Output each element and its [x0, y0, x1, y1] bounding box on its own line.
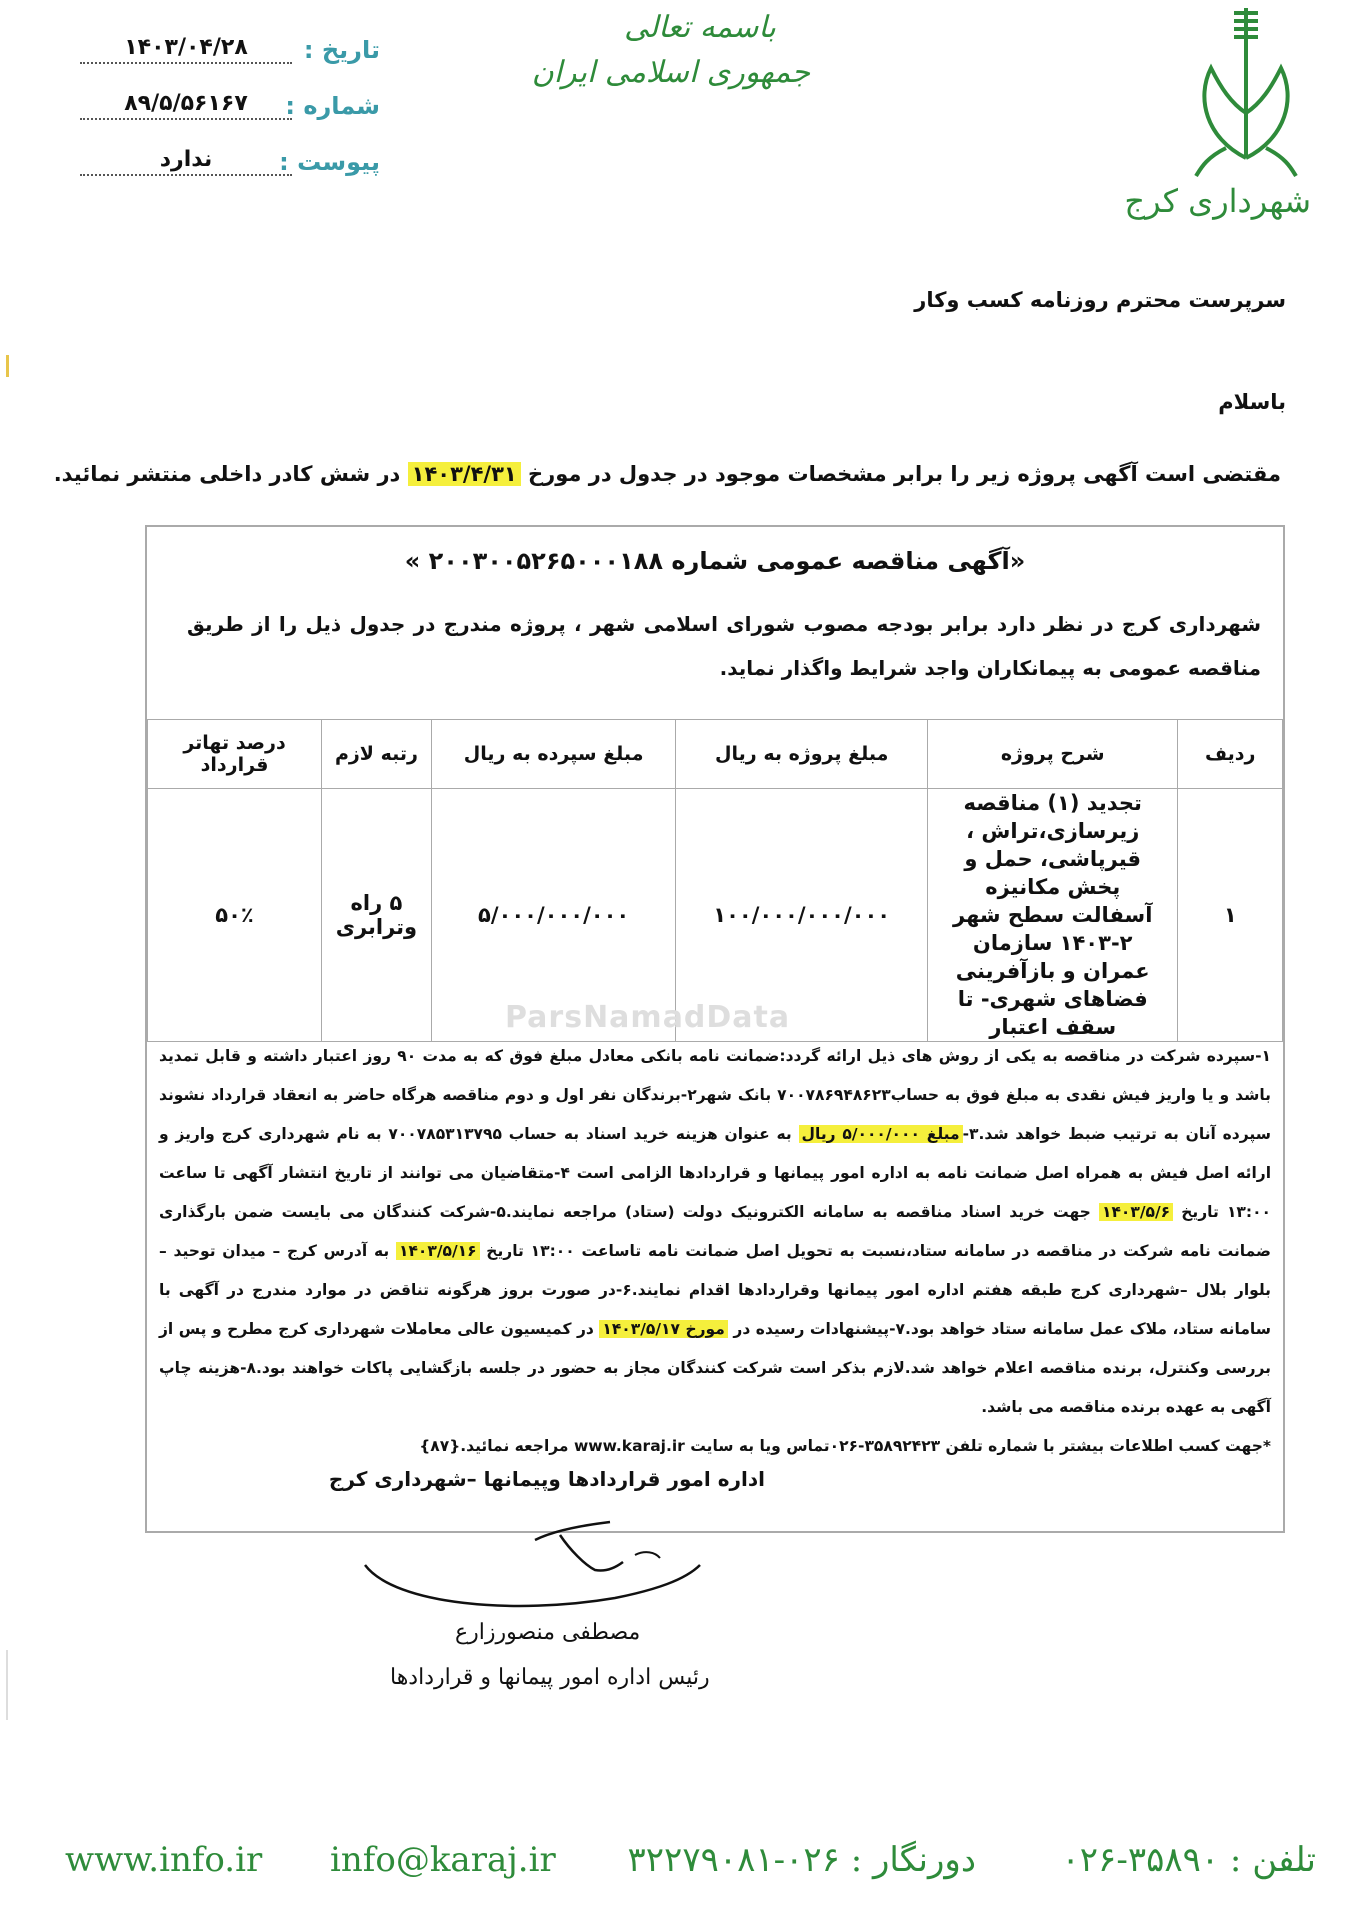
margin-mark [6, 1650, 8, 1720]
date-row [80, 8, 380, 64]
table-header-row [148, 720, 1283, 789]
number-row [80, 64, 380, 120]
handwritten-signature [355, 1510, 715, 1624]
margin-mark [6, 355, 9, 377]
cell-offset-percent: ۵۰٪ [148, 789, 322, 1042]
issuing-department: اداره امور قراردادها وپیمانها –شهرداری کرج [328, 1467, 765, 1491]
cell-description: تجدید (۱) مناقصه زیرسازی،تراش ، قیرپاشی، حمل و پخش مکانیزه آسفالت سطح شهر ۲-۱۴۰۳ سازمان عمران و بازآفرینی فضاهای شهری- تا سقف اعتبار [927, 789, 1178, 1042]
letter-body-start: مقتضی است آگهی پروژه زیر را برابر مشخصات موجود در جدول در مورخ [528, 462, 1281, 486]
project-table [147, 719, 1283, 1042]
publish-date-highlight: ۱۴۰۳/۴/۳۱ [408, 462, 521, 486]
letter-body [54, 462, 1281, 486]
bismillah-text: باسمه تعالی [624, 10, 776, 45]
signatory-title: رئیس اداره امور پیمانها و قراردادها [390, 1665, 710, 1690]
terms-part: به عنوان هزینه خرید اسناد به حساب ۷۰۰۷۸۵۳۱۳۷۹۵ به نام شهرداری کرج واریز و ارائه اصل فیش به همراه اصل ضمانت نامه به اداره امور پیمانها و قراردادها الزامی است ۴-متقاضیان می توانند از تاریخ انتشار آگهی تا ساعت ۱۳:۰۰ تاریخ [159, 1125, 1272, 1221]
attachment-label: پیوست : [279, 148, 380, 176]
number-label: شماره : [285, 92, 380, 120]
terms-part: به آدرس کرج – میدان توحید –بلوار بلال –شهرداری کرج طبقه هفتم اداره امور پیمانها وقراردادها اقدام نمایند.۶-در صورت بروز هرگونه تناقض در موارد مندرج در آگهی با سامانه ستاد، ملاک عمل سامانه ستاد خواهد بود.۷-پیشنهادات رسیده در [159, 1242, 1272, 1338]
notice-title: «آگهی مناقصه عمومی شماره ۲۰۰۳۰۰۵۲۶۵۰۰۰۱۸۸ » [404, 547, 1026, 575]
date-value: ۱۴۰۳/۰۴/۲۸ [80, 35, 292, 64]
terms-part: در کمیسیون عالی معاملات شهرداری کرج مطرح و پس از بررسی وکنترل، برنده مناقصه اعلام خواهد شد.لازم بذکر است شرکت کنندگان مجاز به حضور در جلسه بازگشایی پاکات خواهند بود.۸-هزینه چاپ آگهی به عهده برنده مناقصه می باشد. [159, 1320, 1271, 1416]
date-label: تاریخ : [303, 36, 380, 64]
letter-body-end: در شش کادر داخلی منتشر نمائید. [53, 462, 401, 486]
cell-index: ۱ [1178, 789, 1283, 1042]
republic-emblem [531, 10, 810, 90]
signature-icon [355, 1510, 715, 1620]
attachment-value: ندارد [80, 147, 292, 176]
tender-terms [159, 1037, 1271, 1466]
document-deadline-highlight: ۱۴۰۳/۵/۶ [1099, 1203, 1173, 1221]
attachment-row [80, 120, 380, 176]
recipient: سرپرست محترم روزنامه کسب وکار [914, 288, 1286, 312]
greeting: باسلام [1218, 390, 1286, 414]
col-project-amount: مبلغ پروژه به ریال [676, 720, 928, 789]
col-description: شرح پروژه [927, 720, 1178, 789]
col-deposit-amount: مبلغ سپرده به ریال [431, 720, 676, 789]
cell-deposit-amount: ۵/۰۰۰/۰۰۰/۰۰۰ [431, 789, 676, 1042]
contact-info: *جهت کسب اطلاعات بیشتر با شماره تلفن ۳۵۸۹۲۴۲۳-۰۲۶تماس ویا به سایت www.karaj.ir مراجعه نمائید.{۸۷} [419, 1437, 1271, 1455]
terms-part: جهت خرید اسناد مناقصه به سامانه الکترونیک دولت (ستاد) مراجعه نمایند.۵-شرکت کنندگان می بایست ضمن بارگذاری ضمانت نامه شرکت در مناقصه در سامانه ستاد،نسبت به تحویل اصل ضمانت نامه تاساعت ۱۳:۰۰ تاریخ [159, 1203, 1272, 1260]
footer [0, 1840, 1366, 1900]
guarantee-deadline-highlight: ۱۴۰۳/۵/۱۶ [396, 1242, 480, 1260]
karaj-municipality-logo [1124, 8, 1311, 228]
col-offset-percent: درصد تهاتر قرارداد [148, 720, 322, 789]
watermark-text: ParsNamadData [505, 1000, 791, 1035]
notice-intro: شهرداری کرج در نظر دارد برابر بودجه مصوب شورای اسلامی شهر ، پروژه مندرج در جدول ذیل را از طریق مناقصه عمومی به پیمانکاران واجد شرایط واگذار نماید. [187, 612, 1261, 680]
purchase-fee-highlight: مبلغ ۵/۰۰۰/۰۰۰ ریال [799, 1125, 963, 1143]
footer-email[interactable]: info@karaj.ir [330, 1840, 556, 1880]
footer-website[interactable]: www.info.ir [65, 1840, 263, 1880]
col-index: ردیف [1178, 720, 1283, 789]
letter-metadata [80, 8, 380, 176]
col-grade: رتبه لازم [322, 720, 432, 789]
cell-grade: ۵ راه وترابری [322, 789, 432, 1042]
tulip-emblem-icon [1186, 8, 1306, 178]
org-name: شهرداری کرج [1124, 182, 1311, 220]
signatory-name: مصطفی منصورزارع [455, 1620, 641, 1645]
opening-date-highlight: مورخ ۱۴۰۳/۵/۱۷ [599, 1320, 727, 1338]
footer-phone: تلفن : ۳۵۸۹۰-۰۲۶ [1061, 1840, 1316, 1880]
footer-fax: دورنگار : ۰۲۶-۳۲۲۷۹۰۸۱ [627, 1840, 976, 1880]
number-value: ۸۹/۵/۵۶۱۶۷ [80, 91, 292, 120]
cell-project-amount: ۱۰۰/۰۰۰/۰۰۰/۰۰۰ [676, 789, 928, 1042]
terms-part: ۱-سپرده شرکت در مناقصه به یکی از روش های ذیل ارائه گردد:ضمانت نامه بانکی معادل مبلغ فوق که به مدت ۹۰ روز اعتبار داشته و قابل تمدید باشد و یا واریز فیش نقدی به مبلغ فوق به حساب۷۰۰۷۸۶۹۴۸۶۲۳ بانک شهر۲-برندگان نفر اول و دوم مناقصه هرگاه حاضر به انعقاد قرارداد نشوند سپرده آنان به ترتیب ضبط خواهد شد.۳- [159, 1047, 1271, 1143]
republic-text: جمهوری اسلامی ایران [531, 55, 810, 90]
